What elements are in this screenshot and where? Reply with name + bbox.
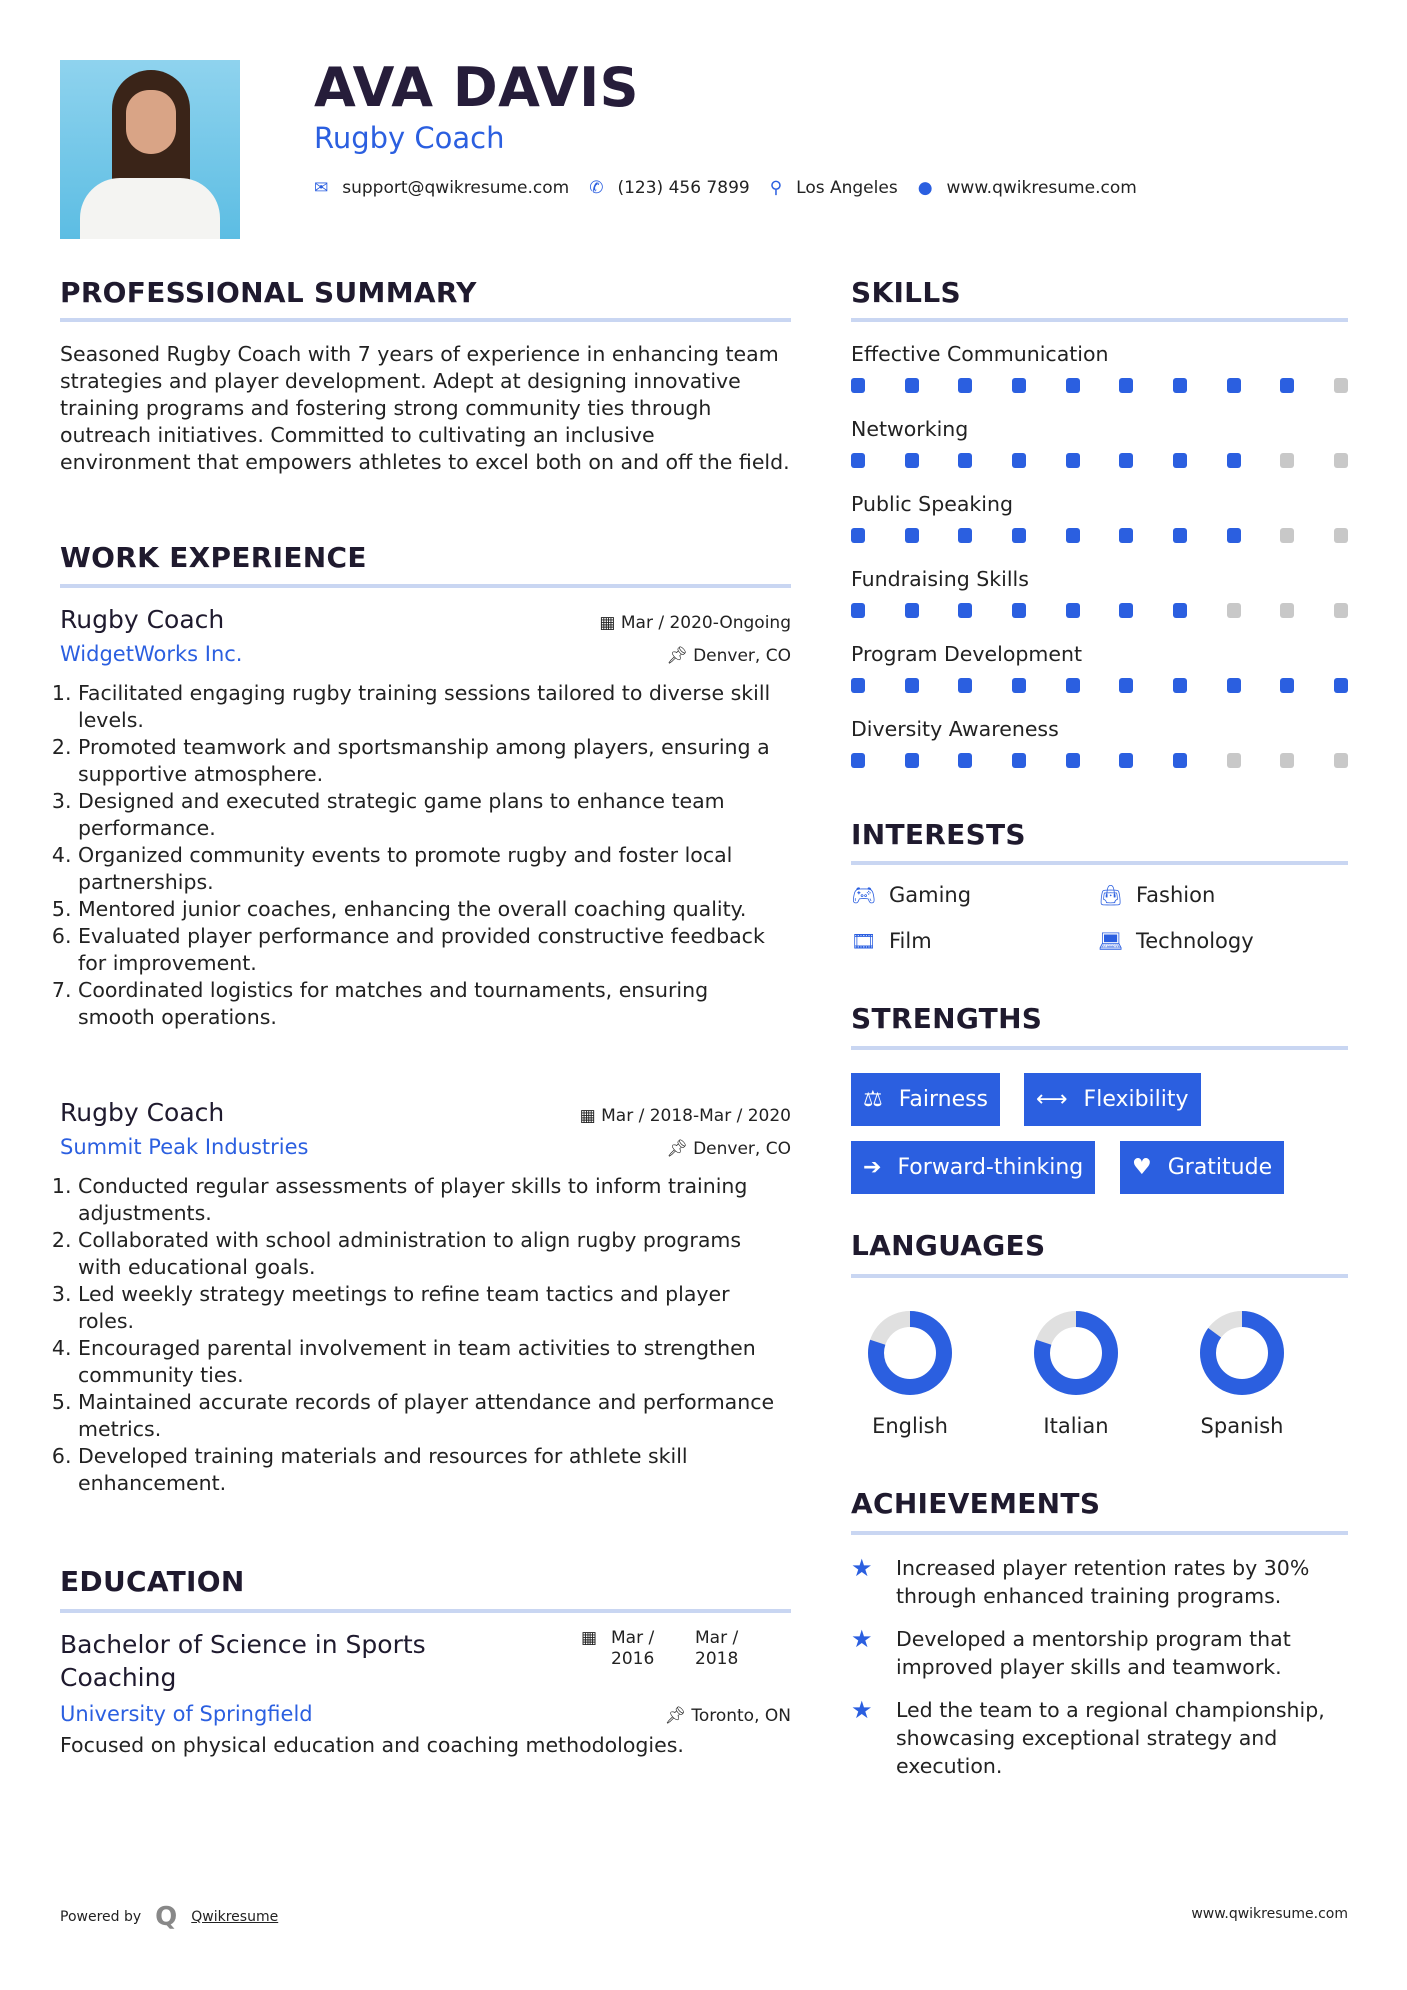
interest-label: Film [889, 929, 932, 953]
skill-rating [851, 753, 1348, 768]
divider [851, 1274, 1348, 1278]
skill-dot [1012, 378, 1026, 393]
edu-start: Mar / 2016 [611, 1628, 655, 1669]
edu-location: Toronto, ON [691, 1706, 791, 1726]
film-icon: 🎞︎ [851, 929, 877, 953]
skill-dot [905, 453, 919, 468]
candidate-title: Rugby Coach [314, 121, 505, 155]
skill-dot [1012, 753, 1026, 768]
divider [851, 861, 1348, 865]
phone-icon: ✆ [589, 178, 604, 198]
skill-dot [1280, 528, 1294, 543]
education-entry [60, 1628, 791, 1759]
skill-dot [905, 678, 919, 693]
skill-dot [1066, 378, 1080, 393]
skill-dot [851, 678, 865, 693]
skill-dot [958, 603, 972, 618]
skill-item [851, 342, 1348, 393]
bullet: 5. Mentored junior coaches, enhancing the overall coaching quality. [78, 896, 791, 923]
strength-label: Gratitude [1167, 1155, 1273, 1180]
education-heading: EDUCATION [60, 1565, 245, 1598]
skill-dot [1119, 528, 1133, 543]
skill-dot [958, 528, 972, 543]
skill-dot [1119, 453, 1133, 468]
calendar-icon: ▦ [599, 613, 621, 633]
bullet: 7. Coordinated logistics for matches and tournaments, ensuring smooth operations. [78, 977, 791, 1031]
job-dates: Mar / 2018-Mar / 2020 [601, 1106, 791, 1126]
calendar-icon: ▦ [580, 1628, 597, 1648]
skill-item [851, 642, 1348, 693]
achievement-text: Increased player retention rates by 30% through enhanced training programs. [896, 1556, 1310, 1608]
powered-by: Powered by [60, 1909, 142, 1925]
skill-dot [1280, 453, 1294, 468]
language-item [1011, 1310, 1141, 1438]
skill-dot [1227, 678, 1241, 693]
work-heading: WORK EXPERIENCE [60, 541, 367, 574]
strength-badge [1024, 1073, 1201, 1126]
skill-dot [1119, 678, 1133, 693]
skill-name: Effective Communication [851, 342, 1109, 366]
language-name: Spanish [1200, 1414, 1284, 1438]
company: WidgetWorks Inc. [60, 642, 243, 666]
bullet: 4. Organized community events to promote rugby and foster local partnerships. [78, 842, 791, 896]
skill-dot [851, 753, 865, 768]
skill-dot [1334, 528, 1348, 543]
job-bullets [60, 680, 791, 1031]
skill-dot [905, 603, 919, 618]
skill-dot [851, 378, 865, 393]
language-name: English [872, 1414, 948, 1438]
bullet: 2. Promoted teamwork and sportsmanship among players, ensuring a supportive atmosphere. [78, 734, 791, 788]
skill-name: Program Development [851, 642, 1083, 666]
skill-name: Networking [851, 417, 969, 441]
pin-icon: 📌︎ [664, 1706, 692, 1726]
strength-badge [851, 1141, 1095, 1194]
map-marker-icon: ⚲ [769, 178, 783, 198]
pin-icon: 📌︎ [666, 1139, 694, 1159]
divider [851, 1531, 1348, 1535]
skill-dot [1280, 678, 1294, 693]
skill-item [851, 417, 1348, 468]
skill-dot [905, 528, 919, 543]
interests-heading: INTERESTS [851, 818, 1026, 851]
contact-bar [314, 178, 1157, 198]
laptop-icon: 💻︎ [1098, 929, 1124, 953]
profile-photo [60, 60, 240, 239]
bullet: 1. Facilitated engaging rugby training sessions tailored to diverse skill levels. [78, 680, 791, 734]
skill-dot [1066, 453, 1080, 468]
skill-dot [1173, 603, 1187, 618]
location: Los Angeles [796, 178, 898, 198]
footer-website[interactable]: www.qwikresume.com [1191, 1906, 1348, 1922]
brand-link[interactable]: Qwikresume [191, 1909, 279, 1925]
website[interactable]: www.qwikresume.com [946, 178, 1137, 198]
skill-dot [1334, 603, 1348, 618]
skill-dot [1119, 753, 1133, 768]
skill-dot [1334, 378, 1348, 393]
skill-dot [1119, 603, 1133, 618]
divider [60, 318, 791, 322]
divider [851, 1046, 1348, 1050]
language-ring [1199, 1310, 1285, 1396]
skill-dot [1334, 453, 1348, 468]
skill-dot [1066, 753, 1080, 768]
skills-heading: SKILLS [851, 276, 961, 309]
skill-dot [905, 753, 919, 768]
skill-name: Diversity Awareness [851, 717, 1059, 741]
skill-dot [1066, 603, 1080, 618]
bullet: 6. Developed training materials and resources for athlete skill enhancement. [78, 1443, 791, 1497]
skill-dot [958, 753, 972, 768]
job-location: Denver, CO [693, 646, 791, 666]
candidate-name: AVA DAVIS [314, 56, 640, 119]
skill-dot [1227, 753, 1241, 768]
phone: (123) 456 7899 [617, 178, 750, 198]
achievements-heading: ACHIEVEMENTS [851, 1487, 1101, 1520]
skill-dot [1066, 528, 1080, 543]
languages-heading: LANGUAGES [851, 1229, 1046, 1262]
skill-dot [1119, 378, 1133, 393]
calendar-icon: ▦ [579, 1106, 602, 1126]
skill-item [851, 717, 1348, 768]
company: Summit Peak Industries [60, 1135, 309, 1159]
skill-dot [1227, 378, 1241, 393]
job-location: Denver, CO [693, 1139, 791, 1159]
skill-rating [851, 453, 1348, 468]
skill-dot [1012, 678, 1026, 693]
school: University of Springfield [60, 1702, 313, 1726]
edu-description: Focused on physical education and coaching methodologies. [60, 1733, 684, 1757]
job-title: Rugby Coach [60, 605, 225, 634]
balance-scale-icon: ⚖ [863, 1087, 883, 1112]
star-icon: ★ [851, 1554, 873, 1582]
arrow-right-icon: ➔ [863, 1155, 882, 1180]
bullet: 1. Conducted regular assessments of player skills to inform training adjustments. [78, 1173, 791, 1227]
skill-dot [1227, 453, 1241, 468]
bullet: 2. Collaborated with school administration to align rugby programs with educational goals. [78, 1227, 791, 1281]
heart-icon: ♥ [1132, 1155, 1152, 1180]
interest-item [851, 929, 932, 953]
skill-dot [958, 378, 972, 393]
envelope-icon: ✉ [314, 178, 329, 198]
divider [851, 318, 1348, 322]
bullet: 5. Maintained accurate records of player attendance and performance metrics. [78, 1389, 791, 1443]
skill-dot [1334, 753, 1348, 768]
language-ring [867, 1310, 953, 1396]
skill-dot [1012, 603, 1026, 618]
achievement-text: Developed a mentorship program that improved player skills and teamwork. [896, 1627, 1291, 1679]
job-title: Rugby Coach [60, 1098, 225, 1127]
skill-dot [851, 528, 865, 543]
interest-item [1098, 929, 1254, 953]
skill-dot [1066, 678, 1080, 693]
language-ring [1033, 1310, 1119, 1396]
achievement-item [851, 1554, 1348, 1610]
skill-rating [851, 603, 1348, 618]
interest-item [851, 883, 971, 907]
skill-dot [1227, 603, 1241, 618]
pin-icon: 📌︎ [666, 646, 694, 666]
gamepad-icon: 🎮︎ [851, 883, 877, 907]
language-item [1177, 1310, 1307, 1438]
bullet: 4. Encouraged parental involvement in team activities to strengthen community ties. [78, 1335, 791, 1389]
skill-dot [1173, 453, 1187, 468]
job-dates: Mar / 2020-Ongoing [620, 613, 791, 633]
skill-item [851, 492, 1348, 543]
interest-item [1098, 883, 1215, 907]
skill-dot [905, 378, 919, 393]
language-name: Italian [1043, 1414, 1109, 1438]
interest-label: Gaming [889, 883, 972, 907]
skill-dot [1334, 678, 1348, 693]
strength-badge [1120, 1141, 1284, 1194]
skill-dot [1227, 528, 1241, 543]
skill-dot [1280, 378, 1294, 393]
job-entry [60, 1098, 791, 1497]
strengths-heading: STRENGTHS [851, 1002, 1043, 1035]
summary-heading: PROFESSIONAL SUMMARY [60, 276, 477, 309]
skill-dot [851, 453, 865, 468]
skill-rating [851, 528, 1348, 543]
star-icon: ★ [851, 1696, 873, 1724]
skill-dot [958, 678, 972, 693]
degree: Bachelor of Science in Sports Coaching [60, 1630, 426, 1692]
skill-rating [851, 378, 1348, 393]
skill-dot [1280, 753, 1294, 768]
achievement-item [851, 1696, 1348, 1780]
divider [60, 1609, 791, 1613]
achievement-item [851, 1625, 1348, 1681]
strength-label: Forward-thinking [897, 1155, 1084, 1180]
divider [60, 584, 791, 588]
star-icon: ★ [851, 1625, 873, 1653]
shopping-bag-icon: 👜︎ [1098, 883, 1124, 907]
skill-dot [1012, 528, 1026, 543]
globe-icon: ● [917, 178, 933, 198]
skill-dot [958, 453, 972, 468]
job-entry [60, 605, 791, 1031]
strength-label: Flexibility [1083, 1087, 1189, 1112]
edu-end: Mar / 2018 [695, 1628, 739, 1669]
skill-dot [1173, 378, 1187, 393]
language-item [845, 1310, 975, 1438]
footer-brand [60, 1902, 278, 1932]
job-bullets [60, 1173, 791, 1497]
skill-name: Fundraising Skills [851, 567, 1029, 591]
skill-name: Public Speaking [851, 492, 1013, 516]
interest-label: Fashion [1136, 883, 1216, 907]
email[interactable]: support@qwikresume.com [342, 178, 570, 198]
strength-label: Fairness [898, 1087, 989, 1112]
skill-dot [851, 603, 865, 618]
skill-dot [1280, 603, 1294, 618]
interest-label: Technology [1136, 929, 1254, 953]
skill-dot [1173, 678, 1187, 693]
achievement-text: Led the team to a regional championship, showcasing exceptional strategy and execution. [896, 1698, 1325, 1778]
skill-dot [1173, 753, 1187, 768]
strength-badge [851, 1073, 1000, 1126]
skill-rating [851, 678, 1348, 693]
skill-dot [1012, 453, 1026, 468]
bullet: 3. Led weekly strategy meetings to refine team tactics and player roles. [78, 1281, 791, 1335]
bullet: 3. Designed and executed strategic game plans to enhance team performance. [78, 788, 791, 842]
skill-item [851, 567, 1348, 618]
bullet: 6. Evaluated player performance and provided constructive feedback for improvement. [78, 923, 791, 977]
summary-text: Seasoned Rugby Coach with 7 years of experience in enhancing team strategies and player development. Adept at designing innovative training programs and fostering strong community ties through outreach initiatives. Committed to cultivating an inclusive environment that empowers athletes to excel both on and off the field. [60, 342, 790, 474]
skill-dot [1173, 528, 1187, 543]
qwikresume-logo-icon: Q [155, 1902, 178, 1932]
arrows-h-icon: ⟷ [1036, 1087, 1068, 1112]
